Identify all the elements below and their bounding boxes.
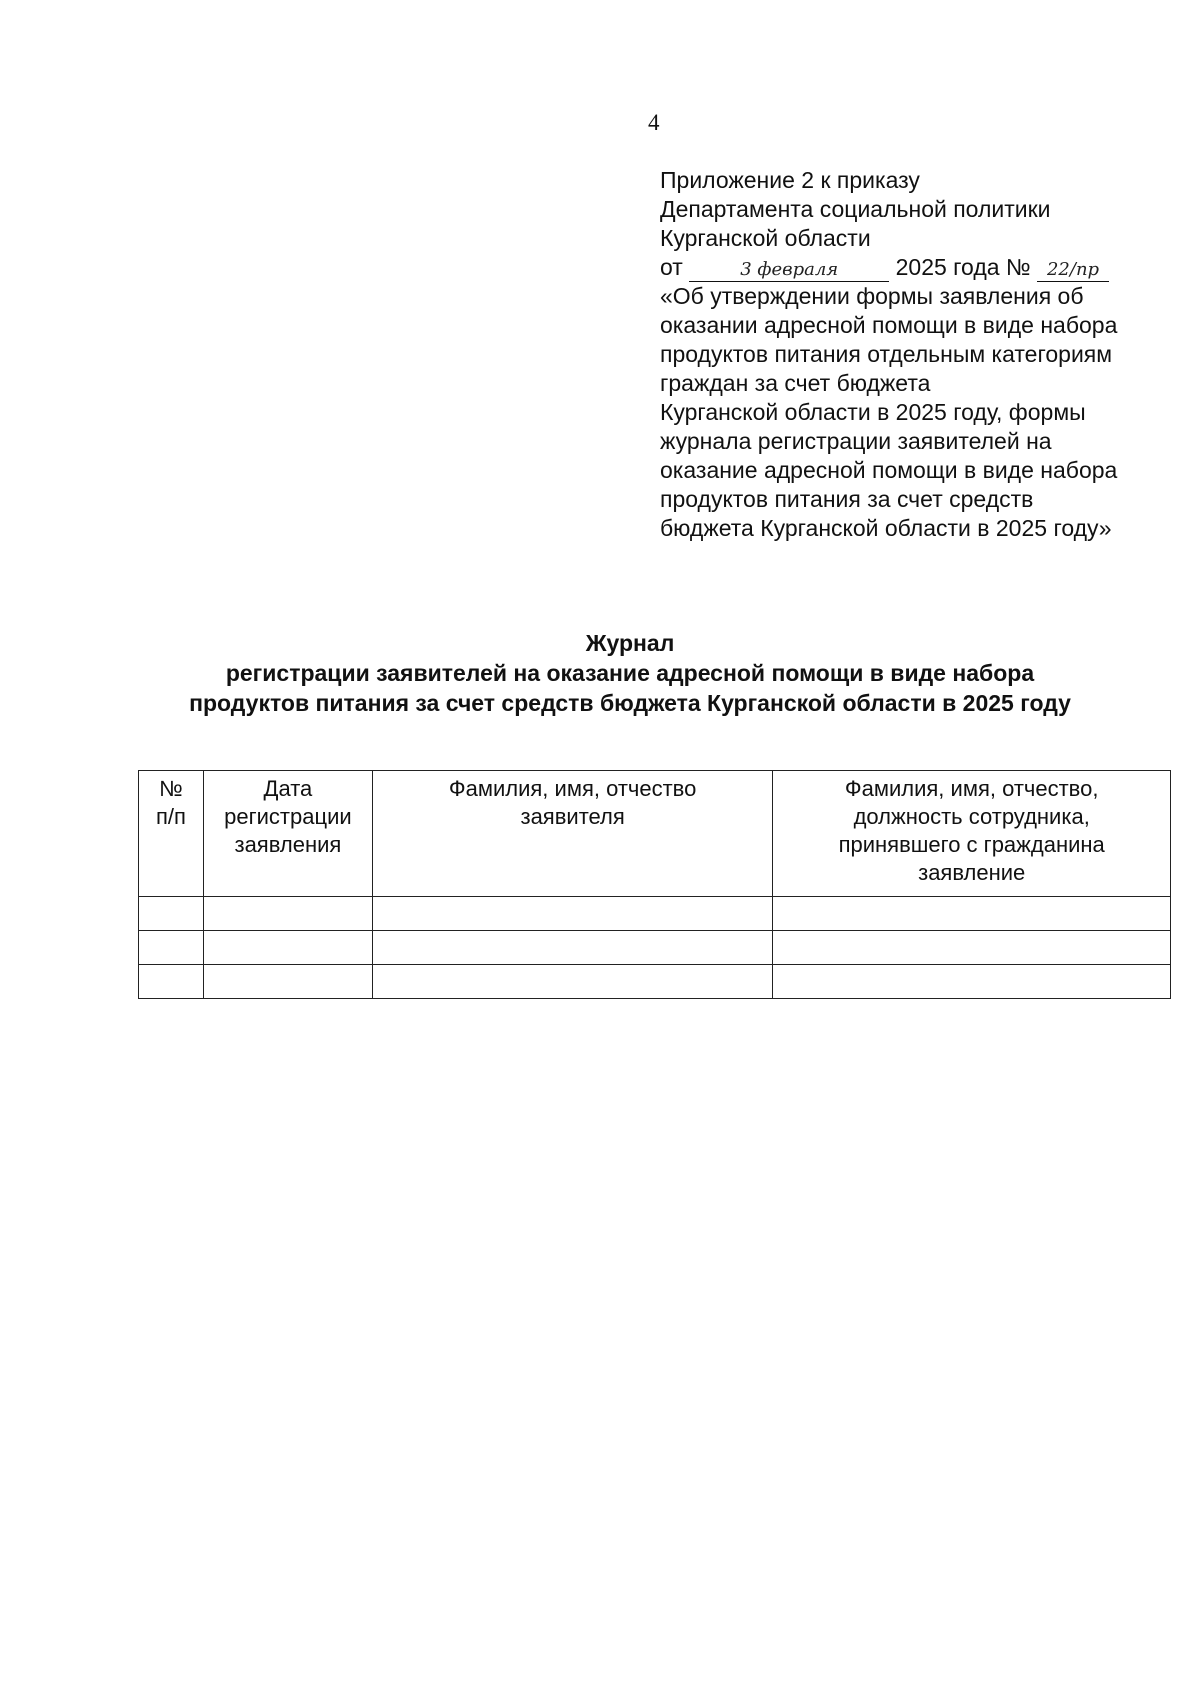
- title-line: Журнал: [585, 630, 675, 656]
- journal-table: [138, 770, 1171, 999]
- table-row: [139, 931, 1171, 965]
- header-text: заявления: [234, 832, 342, 857]
- table-cell: [139, 965, 204, 999]
- header-text: Фамилия, имя, отчество,: [844, 776, 1099, 801]
- handwritten-number: 22/пр: [1037, 259, 1109, 282]
- appendix-line: Курганской области в 2025 году, формы: [660, 399, 1086, 425]
- handwritten-date: 3 февраля: [689, 259, 889, 282]
- appendix-line: Приложение 2 к приказу: [660, 167, 920, 193]
- table-row: [139, 965, 1171, 999]
- header-text: должность сотрудника,: [853, 804, 1090, 829]
- table-cell: [203, 931, 372, 965]
- appendix-line: оказание адресной помощи в виде набора: [660, 457, 1118, 483]
- table-cell: [372, 897, 773, 931]
- header-employee-name: [773, 771, 1171, 897]
- table-cell: [773, 931, 1171, 965]
- appendix-line: оказании адресной помощи в виде набора: [660, 312, 1118, 338]
- document-title: [0, 628, 1200, 718]
- table-cell: [372, 965, 773, 999]
- appendix-line: продуктов питания отдельным категориям: [660, 341, 1113, 367]
- appendix-header: [660, 166, 1180, 543]
- table-cell: [203, 897, 372, 931]
- table-row: [139, 897, 1171, 931]
- header-number: [139, 771, 204, 897]
- table-cell: [773, 897, 1171, 931]
- header-text: принявшего с гражданина: [838, 832, 1105, 857]
- appendix-line: бюджета Курганской области в 2025 году»: [660, 515, 1112, 541]
- table-cell: [139, 931, 204, 965]
- title-line: регистрации заявителей на оказание адресной помощи в виде набора: [225, 660, 1035, 686]
- appendix-line: Департамента социальной политики: [660, 196, 1051, 222]
- header-text: №: [159, 776, 183, 801]
- appendix-line: граждан за счет бюджета: [660, 370, 931, 396]
- header-text: Дата: [263, 776, 313, 801]
- header-text: Фамилия, имя, отчество: [448, 776, 697, 801]
- appendix-date-line: [660, 253, 1180, 282]
- appendix-line: журнала регистрации заявителей на: [660, 428, 1052, 454]
- table-cell: [139, 897, 204, 931]
- page-number: 4: [648, 110, 660, 135]
- date-prefix: от: [660, 254, 683, 280]
- header-text: заявителя: [520, 804, 625, 829]
- table-cell: [773, 965, 1171, 999]
- title-line: продуктов питания за счет средств бюджета Курганской области в 2025 году: [189, 690, 1071, 716]
- header-text: заявление: [918, 860, 1026, 885]
- header-applicant-name: [372, 771, 773, 897]
- appendix-line: «Об утверждении формы заявления об: [660, 283, 1084, 309]
- table-header-row: [139, 771, 1171, 897]
- year-text: 2025 года №: [895, 254, 1031, 280]
- header-text: п/п: [155, 804, 186, 829]
- header-registration-date: [203, 771, 372, 897]
- table-cell: [372, 931, 773, 965]
- appendix-line: Курганской области: [660, 225, 871, 251]
- header-text: регистрации: [224, 804, 352, 829]
- appendix-line: продуктов питания за счет средств: [660, 486, 1034, 512]
- table-cell: [203, 965, 372, 999]
